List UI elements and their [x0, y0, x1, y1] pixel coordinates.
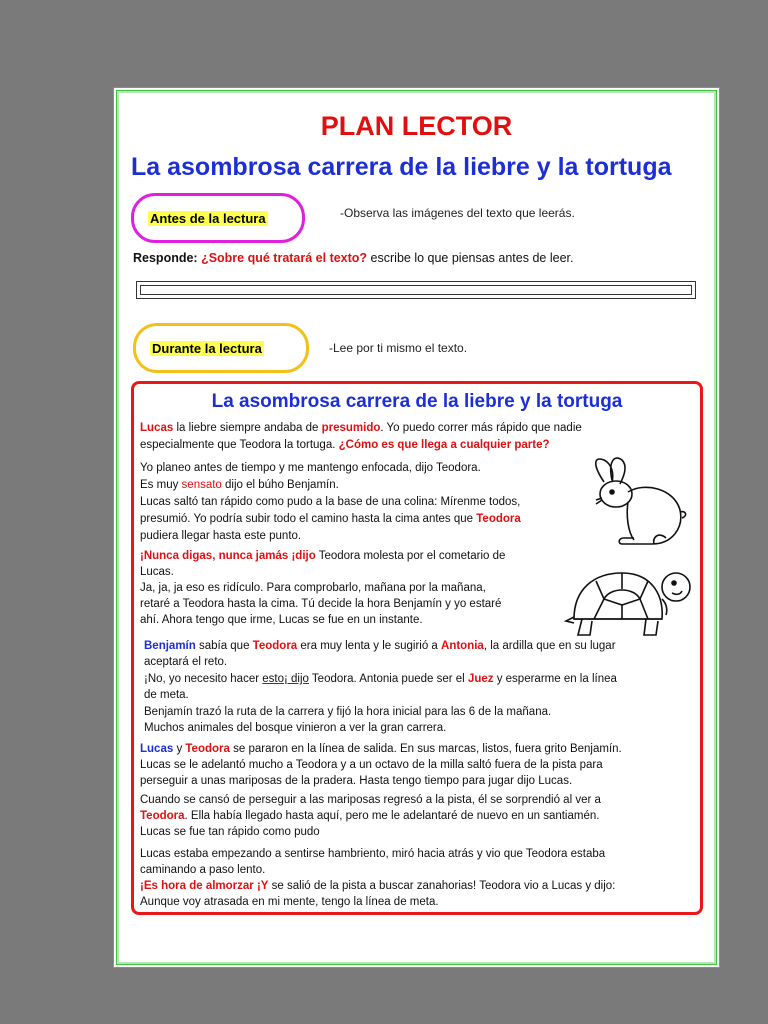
- page-subtitle: La asombrosa carrera de la liebre y la tortuga: [131, 153, 672, 181]
- story-line: Lucas.: [140, 566, 174, 578]
- story-line: ¡Es hora de almorzar ¡Y se salió de la pista a buscar zanahorias! Teodora vio a Lucas y dijo:: [140, 880, 616, 892]
- story-line: ahí. Ahora tengo que irme, Lucas se fue en un instante.: [140, 614, 423, 626]
- durante-label: Durante la lectura: [152, 341, 262, 356]
- story-line: pudiera llegar hasta este punto.: [140, 530, 302, 542]
- responde-line: [133, 251, 573, 265]
- durante-instruction: -Lee por ti mismo el texto.: [329, 341, 468, 355]
- worksheet-page: [113, 87, 720, 968]
- story-line: Ja, ja, ja eso es ridículo. Para comprobarlo, mañana por la mañana,: [140, 582, 486, 594]
- story-box: [131, 381, 703, 915]
- story-line: Yo planeo antes de tiempo y me mantengo enfocada, dijo Teodora.: [140, 462, 481, 474]
- responde-rest: escribe lo que piensas antes de leer.: [367, 251, 574, 265]
- story-line: Aunque voy atrasada en mi mente, tengo la línea de meta.: [140, 896, 439, 908]
- durante-section-badge: [133, 323, 309, 373]
- answer-box[interactable]: [136, 281, 696, 299]
- story-title: La asombrosa carrera de la liebre y la tortuga: [211, 391, 623, 412]
- story-line: ¡No, yo necesito hacer esto¡ dijo Teodora. Antonia puede ser el Juez y esperarme en la línea: [144, 673, 617, 685]
- story-line: Lucas la liebre siempre andaba de presumido. Yo puedo correr más rápido que nadie: [140, 422, 582, 434]
- story-line: presumió. Yo podría subir todo el camino hasta la cima antes que Teodora: [140, 513, 521, 525]
- responde-lead: Responde:: [133, 251, 202, 265]
- story-line: perseguir a unas mariposas de la pradera. Hasta tengo tiempo para jugar dijo Lucas.: [140, 775, 573, 787]
- story-line: retaré a Teodora hasta la cima. Tú decide la hora Benjamín y yo estaré: [140, 598, 502, 610]
- story-line: especialmente que Teodora la tortuga. ¿Cómo es que llega a cualquier parte?: [140, 439, 550, 451]
- story-line: Lucas se fue tan rápido como pudo: [140, 826, 320, 838]
- story-line: Lucas estaba empezando a sentirse hambriento, miró hacia atrás y vio que Teodora estaba: [140, 848, 606, 860]
- antes-section-badge: [131, 193, 305, 243]
- story-line: Muchos animales del bosque vinieron a ver la gran carrera.: [144, 722, 447, 734]
- story-line: Benjamín trazó la ruta de la carrera y fijó la hora inicial para las 6 de la mañana.: [144, 706, 552, 718]
- story-line: Cuando se cansó de perseguir a las mariposas regresó a la pista, él se sorprendió al ver a: [140, 794, 601, 806]
- story-line: aceptará el reto.: [144, 656, 228, 668]
- story-line: Es muy sensato dijo el búho Benjamín.: [140, 479, 339, 491]
- story-line: Lucas se le adelantó mucho a Teodora y a un octavo de la milla saltó fuera de la pista para: [140, 759, 603, 771]
- story-line: Benjamín sabía que Teodora era muy lenta y le sugirió a Antonia, la ardilla que en su lugar: [144, 640, 616, 652]
- antes-label: Antes de la lectura: [150, 211, 266, 226]
- story-line: ¡Nunca digas, nunca jamás ¡dijo Teodora molesta por el cometario de: [140, 550, 506, 562]
- turtle-illustration-icon: [564, 559, 692, 649]
- story-line: Lucas y Teodora se pararon en la línea de salida. En sus marcas, listos, fuera grito Benjamín.: [140, 743, 622, 755]
- page-title: PLAN LECTOR: [320, 111, 513, 141]
- story-line: Teodora. Ella había llegado hasta aquí, pero me le adelantaré de nuevo en un santiamén.: [140, 810, 600, 822]
- rabbit-illustration-icon: [582, 452, 692, 552]
- antes-instruction: -Observa las imágenes del texto que leerás.: [340, 206, 575, 220]
- story-line: caminando a paso lento.: [140, 864, 266, 876]
- story-line: de meta.: [144, 689, 189, 701]
- responde-question: ¿Sobre qué tratará el texto?: [201, 251, 368, 265]
- story-line: Lucas saltó tan rápido como pudo a la base de una colina: Mírenme todos,: [140, 496, 521, 508]
